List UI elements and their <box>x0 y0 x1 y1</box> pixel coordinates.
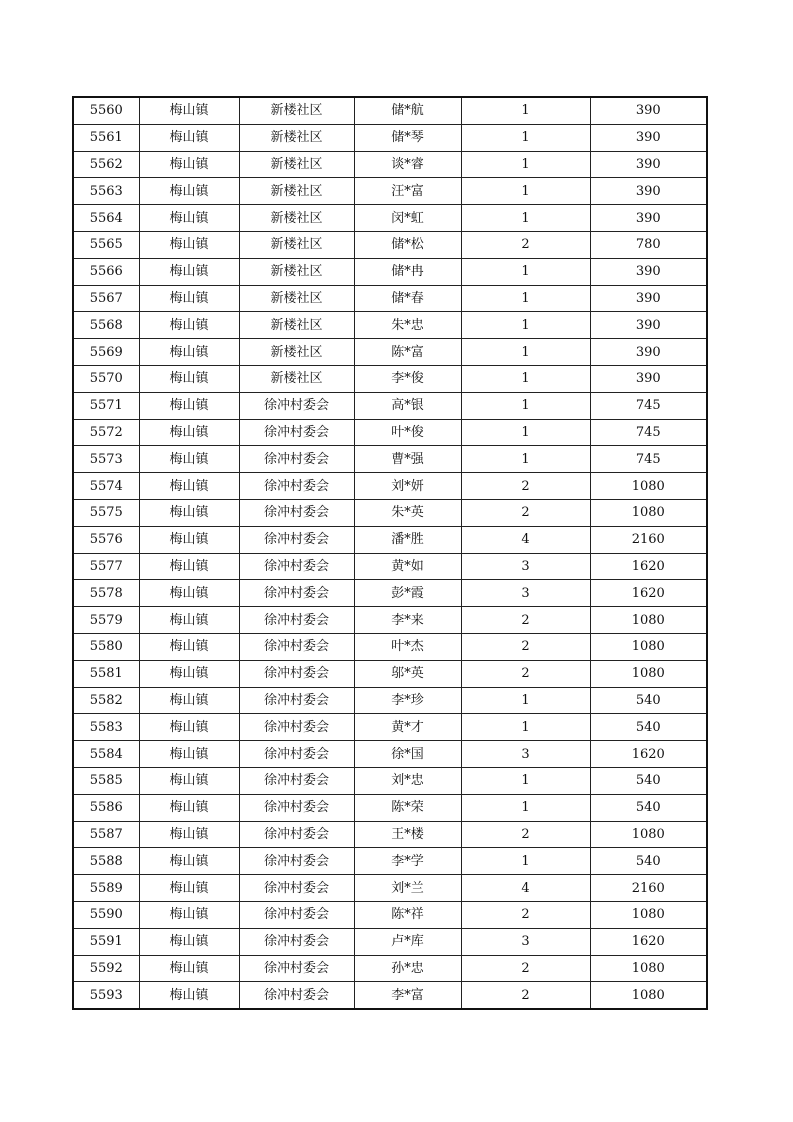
amount-cell: 390 <box>590 258 707 285</box>
count-cell: 4 <box>461 875 590 902</box>
count-cell: 1 <box>461 714 590 741</box>
village-cell: 徐冲村委会 <box>239 660 354 687</box>
table-row <box>73 714 707 741</box>
town-cell: 梅山镇 <box>139 258 239 285</box>
name-cell: 高*银 <box>354 392 461 419</box>
town-cell: 梅山镇 <box>139 660 239 687</box>
table-row <box>73 687 707 714</box>
table-row <box>73 473 707 500</box>
village-cell: 新楼社区 <box>239 97 354 124</box>
name-cell: 朱*忠 <box>354 312 461 339</box>
name-cell: 储*春 <box>354 285 461 312</box>
town-cell: 梅山镇 <box>139 205 239 232</box>
name-cell: 李*珍 <box>354 687 461 714</box>
serial-number-cell: 5560 <box>73 97 139 124</box>
village-cell: 新楼社区 <box>239 205 354 232</box>
amount-cell: 1080 <box>590 607 707 634</box>
village-cell: 徐冲村委会 <box>239 714 354 741</box>
serial-number-cell: 5582 <box>73 687 139 714</box>
count-cell: 1 <box>461 419 590 446</box>
town-cell: 梅山镇 <box>139 392 239 419</box>
village-cell: 徐冲村委会 <box>239 392 354 419</box>
village-cell: 新楼社区 <box>239 178 354 205</box>
name-cell: 刘*妍 <box>354 473 461 500</box>
amount-cell: 1080 <box>590 901 707 928</box>
serial-number-cell: 5591 <box>73 928 139 955</box>
amount-cell: 390 <box>590 151 707 178</box>
count-cell: 2 <box>461 955 590 982</box>
town-cell: 梅山镇 <box>139 928 239 955</box>
town-cell: 梅山镇 <box>139 446 239 473</box>
serial-number-cell: 5571 <box>73 392 139 419</box>
amount-cell: 745 <box>590 446 707 473</box>
table-row <box>73 312 707 339</box>
village-cell: 新楼社区 <box>239 124 354 151</box>
name-cell: 闵*虹 <box>354 205 461 232</box>
town-cell: 梅山镇 <box>139 741 239 768</box>
village-cell: 徐冲村委会 <box>239 928 354 955</box>
amount-cell: 540 <box>590 767 707 794</box>
town-cell: 梅山镇 <box>139 633 239 660</box>
table-row <box>73 258 707 285</box>
town-cell: 梅山镇 <box>139 312 239 339</box>
amount-cell: 390 <box>590 312 707 339</box>
count-cell: 2 <box>461 499 590 526</box>
count-cell: 3 <box>461 741 590 768</box>
count-cell: 2 <box>461 633 590 660</box>
count-cell: 1 <box>461 285 590 312</box>
serial-number-cell: 5566 <box>73 258 139 285</box>
village-cell: 徐冲村委会 <box>239 633 354 660</box>
town-cell: 梅山镇 <box>139 526 239 553</box>
count-cell: 1 <box>461 151 590 178</box>
table-row <box>73 339 707 366</box>
amount-cell: 1080 <box>590 633 707 660</box>
table-row <box>73 285 707 312</box>
serial-number-cell: 5562 <box>73 151 139 178</box>
name-cell: 彭*霞 <box>354 580 461 607</box>
count-cell: 2 <box>461 231 590 258</box>
table-row <box>73 526 707 553</box>
town-cell: 梅山镇 <box>139 473 239 500</box>
table-row <box>73 419 707 446</box>
count-cell: 1 <box>461 446 590 473</box>
count-cell: 1 <box>461 97 590 124</box>
town-cell: 梅山镇 <box>139 714 239 741</box>
table-row <box>73 633 707 660</box>
name-cell: 刘*兰 <box>354 875 461 902</box>
name-cell: 李*富 <box>354 982 461 1009</box>
town-cell: 梅山镇 <box>139 580 239 607</box>
town-cell: 梅山镇 <box>139 687 239 714</box>
serial-number-cell: 5567 <box>73 285 139 312</box>
serial-number-cell: 5572 <box>73 419 139 446</box>
amount-cell: 2160 <box>590 526 707 553</box>
count-cell: 2 <box>461 821 590 848</box>
village-cell: 徐冲村委会 <box>239 553 354 580</box>
serial-number-cell: 5589 <box>73 875 139 902</box>
amount-cell: 540 <box>590 714 707 741</box>
count-cell: 1 <box>461 124 590 151</box>
amount-cell: 540 <box>590 848 707 875</box>
name-cell: 李*来 <box>354 607 461 634</box>
amount-cell: 390 <box>590 339 707 366</box>
count-cell: 3 <box>461 928 590 955</box>
town-cell: 梅山镇 <box>139 365 239 392</box>
count-cell: 1 <box>461 794 590 821</box>
amount-cell: 1620 <box>590 553 707 580</box>
town-cell: 梅山镇 <box>139 848 239 875</box>
town-cell: 梅山镇 <box>139 982 239 1009</box>
table-row <box>73 178 707 205</box>
count-cell: 1 <box>461 178 590 205</box>
serial-number-cell: 5593 <box>73 982 139 1009</box>
village-cell: 新楼社区 <box>239 339 354 366</box>
name-cell: 刘*忠 <box>354 767 461 794</box>
name-cell: 储*航 <box>354 97 461 124</box>
table-row <box>73 205 707 232</box>
amount-cell: 1620 <box>590 741 707 768</box>
count-cell: 2 <box>461 901 590 928</box>
serial-number-cell: 5563 <box>73 178 139 205</box>
amount-cell: 540 <box>590 687 707 714</box>
serial-number-cell: 5586 <box>73 794 139 821</box>
table-row <box>73 982 707 1009</box>
serial-number-cell: 5565 <box>73 231 139 258</box>
town-cell: 梅山镇 <box>139 607 239 634</box>
table-row <box>73 151 707 178</box>
name-cell: 黄*如 <box>354 553 461 580</box>
name-cell: 储*松 <box>354 231 461 258</box>
serial-number-cell: 5579 <box>73 607 139 634</box>
serial-number-cell: 5588 <box>73 848 139 875</box>
village-cell: 徐冲村委会 <box>239 901 354 928</box>
table-row <box>73 124 707 151</box>
table-row <box>73 901 707 928</box>
count-cell: 4 <box>461 526 590 553</box>
village-cell: 徐冲村委会 <box>239 741 354 768</box>
village-cell: 徐冲村委会 <box>239 473 354 500</box>
count-cell: 2 <box>461 473 590 500</box>
town-cell: 梅山镇 <box>139 955 239 982</box>
serial-number-cell: 5587 <box>73 821 139 848</box>
name-cell: 黄*才 <box>354 714 461 741</box>
village-cell: 徐冲村委会 <box>239 848 354 875</box>
amount-cell: 1080 <box>590 660 707 687</box>
town-cell: 梅山镇 <box>139 178 239 205</box>
count-cell: 1 <box>461 258 590 285</box>
village-cell: 徐冲村委会 <box>239 419 354 446</box>
village-cell: 新楼社区 <box>239 151 354 178</box>
serial-number-cell: 5583 <box>73 714 139 741</box>
amount-cell: 390 <box>590 205 707 232</box>
name-cell: 邬*英 <box>354 660 461 687</box>
serial-number-cell: 5568 <box>73 312 139 339</box>
village-cell: 徐冲村委会 <box>239 607 354 634</box>
town-cell: 梅山镇 <box>139 285 239 312</box>
name-cell: 谈*睿 <box>354 151 461 178</box>
village-cell: 徐冲村委会 <box>239 580 354 607</box>
town-cell: 梅山镇 <box>139 767 239 794</box>
name-cell: 陈*富 <box>354 339 461 366</box>
town-cell: 梅山镇 <box>139 97 239 124</box>
name-cell: 卢*库 <box>354 928 461 955</box>
town-cell: 梅山镇 <box>139 124 239 151</box>
village-cell: 徐冲村委会 <box>239 821 354 848</box>
count-cell: 3 <box>461 580 590 607</box>
name-cell: 孙*忠 <box>354 955 461 982</box>
name-cell: 陈*荣 <box>354 794 461 821</box>
village-cell: 徐冲村委会 <box>239 767 354 794</box>
records-table-body <box>73 97 707 1009</box>
village-cell: 新楼社区 <box>239 258 354 285</box>
village-cell: 新楼社区 <box>239 285 354 312</box>
village-cell: 徐冲村委会 <box>239 955 354 982</box>
amount-cell: 390 <box>590 97 707 124</box>
count-cell: 2 <box>461 982 590 1009</box>
count-cell: 1 <box>461 339 590 366</box>
amount-cell: 745 <box>590 419 707 446</box>
name-cell: 叶*俊 <box>354 419 461 446</box>
name-cell: 陈*祥 <box>354 901 461 928</box>
count-cell: 1 <box>461 392 590 419</box>
town-cell: 梅山镇 <box>139 553 239 580</box>
amount-cell: 390 <box>590 365 707 392</box>
amount-cell: 1080 <box>590 821 707 848</box>
name-cell: 朱*英 <box>354 499 461 526</box>
table-row <box>73 955 707 982</box>
town-cell: 梅山镇 <box>139 339 239 366</box>
count-cell: 1 <box>461 767 590 794</box>
table-row <box>73 97 707 124</box>
table-row <box>73 767 707 794</box>
table-row <box>73 365 707 392</box>
amount-cell: 390 <box>590 178 707 205</box>
table-row <box>73 231 707 258</box>
town-cell: 梅山镇 <box>139 231 239 258</box>
amount-cell: 1620 <box>590 928 707 955</box>
amount-cell: 1080 <box>590 955 707 982</box>
serial-number-cell: 5584 <box>73 741 139 768</box>
amount-cell: 390 <box>590 285 707 312</box>
serial-number-cell: 5578 <box>73 580 139 607</box>
town-cell: 梅山镇 <box>139 821 239 848</box>
name-cell: 叶*杰 <box>354 633 461 660</box>
serial-number-cell: 5574 <box>73 473 139 500</box>
name-cell: 曹*强 <box>354 446 461 473</box>
name-cell: 储*冉 <box>354 258 461 285</box>
serial-number-cell: 5564 <box>73 205 139 232</box>
serial-number-cell: 5573 <box>73 446 139 473</box>
serial-number-cell: 5592 <box>73 955 139 982</box>
town-cell: 梅山镇 <box>139 151 239 178</box>
amount-cell: 540 <box>590 794 707 821</box>
village-cell: 徐冲村委会 <box>239 687 354 714</box>
table-row <box>73 607 707 634</box>
count-cell: 3 <box>461 553 590 580</box>
name-cell: 汪*富 <box>354 178 461 205</box>
count-cell: 1 <box>461 365 590 392</box>
name-cell: 李*俊 <box>354 365 461 392</box>
table-row <box>73 553 707 580</box>
table-row <box>73 928 707 955</box>
serial-number-cell: 5590 <box>73 901 139 928</box>
village-cell: 徐冲村委会 <box>239 875 354 902</box>
serial-number-cell: 5576 <box>73 526 139 553</box>
table-row <box>73 660 707 687</box>
count-cell: 2 <box>461 607 590 634</box>
count-cell: 1 <box>461 312 590 339</box>
name-cell: 王*楼 <box>354 821 461 848</box>
count-cell: 1 <box>461 205 590 232</box>
village-cell: 新楼社区 <box>239 312 354 339</box>
serial-number-cell: 5575 <box>73 499 139 526</box>
table-row <box>73 741 707 768</box>
amount-cell: 745 <box>590 392 707 419</box>
serial-number-cell: 5580 <box>73 633 139 660</box>
table-row <box>73 499 707 526</box>
table-row <box>73 392 707 419</box>
amount-cell: 390 <box>590 124 707 151</box>
table-row <box>73 580 707 607</box>
village-cell: 新楼社区 <box>239 231 354 258</box>
village-cell: 新楼社区 <box>239 365 354 392</box>
records-table <box>72 96 708 1010</box>
village-cell: 徐冲村委会 <box>239 982 354 1009</box>
town-cell: 梅山镇 <box>139 499 239 526</box>
table-row <box>73 848 707 875</box>
table-row <box>73 794 707 821</box>
amount-cell: 1080 <box>590 473 707 500</box>
village-cell: 徐冲村委会 <box>239 526 354 553</box>
name-cell: 李*学 <box>354 848 461 875</box>
town-cell: 梅山镇 <box>139 901 239 928</box>
table-row <box>73 875 707 902</box>
name-cell: 徐*国 <box>354 741 461 768</box>
town-cell: 梅山镇 <box>139 875 239 902</box>
town-cell: 梅山镇 <box>139 419 239 446</box>
table-row <box>73 821 707 848</box>
name-cell: 储*琴 <box>354 124 461 151</box>
village-cell: 徐冲村委会 <box>239 446 354 473</box>
amount-cell: 1620 <box>590 580 707 607</box>
count-cell: 1 <box>461 848 590 875</box>
amount-cell: 780 <box>590 231 707 258</box>
serial-number-cell: 5585 <box>73 767 139 794</box>
amount-cell: 2160 <box>590 875 707 902</box>
village-cell: 徐冲村委会 <box>239 794 354 821</box>
serial-number-cell: 5570 <box>73 365 139 392</box>
amount-cell: 1080 <box>590 499 707 526</box>
serial-number-cell: 5581 <box>73 660 139 687</box>
count-cell: 1 <box>461 687 590 714</box>
serial-number-cell: 5577 <box>73 553 139 580</box>
amount-cell: 1080 <box>590 982 707 1009</box>
town-cell: 梅山镇 <box>139 794 239 821</box>
table-row <box>73 446 707 473</box>
count-cell: 2 <box>461 660 590 687</box>
village-cell: 徐冲村委会 <box>239 499 354 526</box>
name-cell: 潘*胜 <box>354 526 461 553</box>
serial-number-cell: 5569 <box>73 339 139 366</box>
serial-number-cell: 5561 <box>73 124 139 151</box>
